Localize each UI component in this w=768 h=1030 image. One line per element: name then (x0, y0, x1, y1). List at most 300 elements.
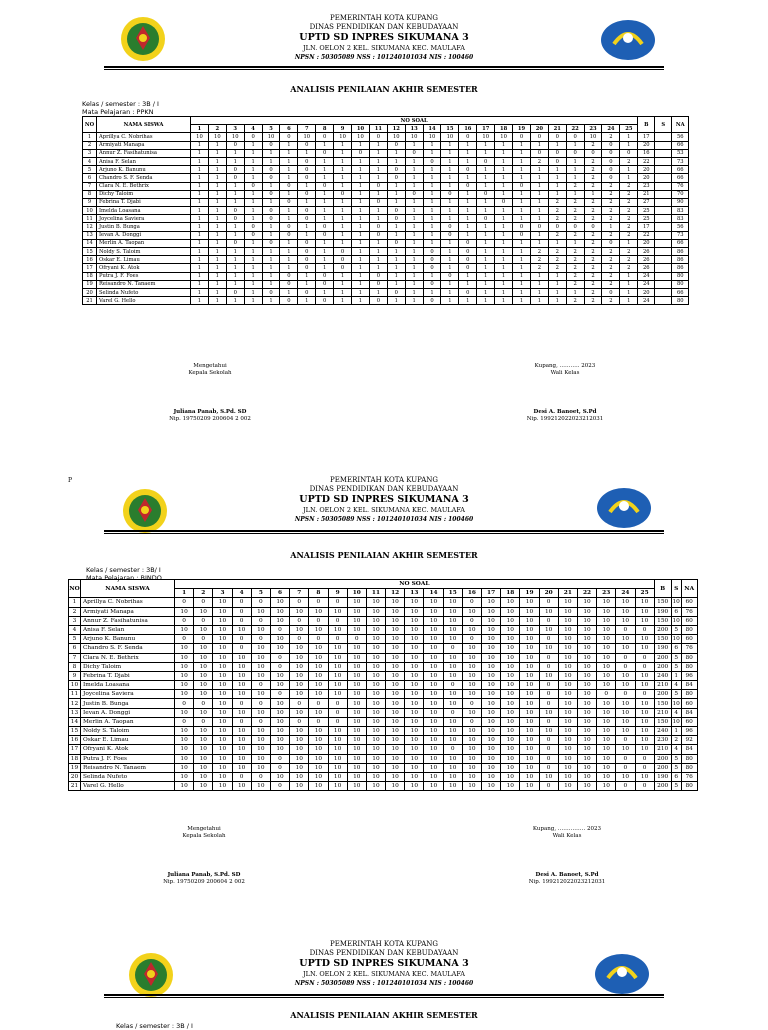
score-cell: 10 (366, 662, 385, 671)
row-number: 20 (83, 288, 97, 296)
score-cell: 1 (495, 288, 513, 296)
score-cell: 0 (309, 635, 328, 644)
row-number: 3 (83, 149, 97, 157)
score-cell: 0 (616, 653, 635, 662)
score-cell: 10 (443, 727, 462, 736)
score-cell: 0 (459, 133, 477, 141)
score-cell: 2 (584, 157, 602, 165)
score-cell: 10 (290, 681, 309, 690)
score-cell: 10 (175, 662, 194, 671)
score-cell: 0 (539, 763, 558, 772)
score-cell: 1 (226, 248, 244, 256)
score-cell: 10 (577, 644, 596, 653)
total-cell: 21 (638, 190, 655, 198)
score-cell: 10 (405, 653, 424, 662)
score-cell: 0 (328, 699, 347, 708)
score-cell: 10 (405, 616, 424, 625)
table-row (69, 708, 698, 717)
score-cell: 1 (387, 248, 405, 256)
na-cell: 56 (672, 133, 689, 141)
total-cell: 6 (671, 607, 681, 616)
score-cell: 10 (501, 681, 520, 690)
score-cell: 10 (597, 745, 616, 754)
score-cell: 2 (548, 248, 566, 256)
score-cell: 1 (513, 166, 531, 174)
score-cell: 1 (459, 149, 477, 157)
score-cell: 1 (548, 141, 566, 149)
header-question-15: 15 (443, 589, 462, 598)
score-cell: 10 (405, 671, 424, 680)
score-cell: 10 (405, 133, 423, 141)
score-cell: 1 (620, 166, 638, 174)
score-cell: 1 (423, 207, 441, 215)
score-cell: 10 (213, 782, 232, 791)
score-cell: 10 (232, 727, 251, 736)
row-number: 8 (83, 190, 97, 198)
score-cell: 1 (441, 256, 459, 264)
total-cell: 230 (654, 736, 671, 745)
score-cell: 0 (530, 223, 548, 231)
score-cell: 10 (462, 727, 481, 736)
score-cell: 10 (539, 708, 558, 717)
score-cell: 10 (443, 598, 462, 607)
score-cell: 1 (495, 207, 513, 215)
score-cell: 10 (405, 772, 424, 781)
score-cell: 10 (482, 717, 501, 726)
score-cell: 10 (577, 635, 596, 644)
score-cell: 10 (501, 635, 520, 644)
score-cell: 1 (369, 166, 387, 174)
score-cell: 0 (244, 231, 262, 239)
row-number: 12 (69, 699, 81, 708)
score-cell: 0 (602, 288, 620, 296)
header-question-17: 17 (482, 589, 501, 598)
score-cell: 10 (462, 708, 481, 717)
score-cell: 0 (459, 166, 477, 174)
score-cell: 1 (226, 280, 244, 288)
teacher-name: Desi A. Banoet, S.Pd (535, 872, 599, 878)
score-cell: 10 (352, 133, 370, 141)
tut-wuri-handayani-icon (594, 952, 650, 996)
score-cell: 1 (226, 149, 244, 157)
header-question-10: 10 (347, 589, 366, 598)
score-cell: 1 (495, 272, 513, 280)
row-number: 13 (83, 231, 97, 239)
score-cell: 1 (477, 174, 495, 182)
class-info (82, 100, 768, 116)
score-cell: 0 (328, 616, 347, 625)
score-cell: 10 (520, 662, 539, 671)
score-cell: 10 (558, 763, 577, 772)
score-cell: 1 (369, 256, 387, 264)
score-cell: 0 (226, 166, 244, 174)
header-question-3: 3 (213, 589, 232, 598)
score-cell: 10 (386, 671, 405, 680)
score-cell: 1 (316, 239, 334, 247)
score-cell: 1 (191, 207, 209, 215)
s-cell (655, 149, 672, 157)
score-cell: 10 (482, 782, 501, 791)
score-cell: 10 (577, 708, 596, 717)
score-cell: 10 (213, 681, 232, 690)
score-cell: 1 (298, 149, 316, 157)
total-cell: 60 (681, 598, 697, 607)
score-cell: 10 (443, 662, 462, 671)
score-cell: 1 (620, 141, 638, 149)
na-cell: 66 (672, 166, 689, 174)
score-cell: 0 (616, 625, 635, 634)
score-cell: 1 (352, 207, 370, 215)
row-number: 15 (83, 248, 97, 256)
score-cell: 10 (270, 745, 289, 754)
score-cell: 0 (459, 256, 477, 264)
score-cell: 10 (405, 763, 424, 772)
score-cell: 0 (443, 681, 462, 690)
score-cell: 10 (270, 671, 289, 680)
score-cell: 1 (244, 264, 262, 272)
score-cell: 1 (405, 248, 423, 256)
score-cell: 1 (191, 215, 209, 223)
score-cell: 10 (597, 772, 616, 781)
score-cell: 1 (298, 223, 316, 231)
letterhead-line1: PEMERINTAH KOTA KUPANG (330, 476, 438, 484)
score-cell: 10 (597, 616, 616, 625)
score-cell: 1 (226, 272, 244, 280)
score-cell: 1 (530, 182, 548, 190)
total-cell: 60 (681, 717, 697, 726)
score-cell: 10 (386, 727, 405, 736)
score-cell: 1 (495, 297, 513, 305)
score-cell: 10 (520, 644, 539, 653)
row-number: 6 (69, 644, 81, 653)
score-cell: 1 (441, 239, 459, 247)
s-cell (655, 231, 672, 239)
score-cell: 10 (347, 699, 366, 708)
score-cell: 10 (424, 708, 443, 717)
score-cell: 0 (423, 280, 441, 288)
score-cell: 0 (328, 708, 347, 717)
score-cell: 0 (477, 157, 495, 165)
score-cell: 0 (566, 149, 584, 157)
score-cell: 1 (387, 182, 405, 190)
row-number: 10 (83, 207, 97, 215)
score-cell: 10 (309, 708, 328, 717)
na-cell: 86 (672, 264, 689, 272)
total-cell: 240 (654, 727, 671, 736)
score-cell: 1 (352, 288, 370, 296)
score-cell: 10 (175, 782, 194, 791)
score-cell: 10 (309, 782, 328, 791)
score-cell: 2 (584, 288, 602, 296)
score-cell: 10 (501, 662, 520, 671)
score-cell: 1 (369, 215, 387, 223)
header-question-25: 25 (620, 125, 638, 133)
principal-name: Juliana Panab, S.Pd. SD (167, 872, 241, 878)
score-cell: 0 (462, 598, 481, 607)
sheet-title: ANALISIS PENILAIAN AKHIR SEMESTER (290, 550, 478, 560)
score-cell: 2 (584, 182, 602, 190)
total-cell: 17 (638, 223, 655, 231)
na-cell: 90 (672, 198, 689, 206)
row-number: 16 (83, 256, 97, 264)
total-cell: 84 (681, 708, 697, 717)
row-number: 14 (83, 239, 97, 247)
score-cell: 1 (208, 149, 226, 157)
row-number: 10 (69, 681, 81, 690)
student-name: Arjuno K. Banunu (81, 635, 175, 644)
score-cell: 1 (226, 256, 244, 264)
score-cell: 1 (548, 182, 566, 190)
score-cell: 10 (232, 681, 251, 690)
header-question-1: 1 (175, 589, 194, 598)
score-cell: 10 (328, 681, 347, 690)
total-cell: 20 (638, 288, 655, 296)
score-cell: 1 (459, 272, 477, 280)
score-cell: 10 (539, 727, 558, 736)
score-cell: 10 (232, 625, 251, 634)
score-cell: 1 (316, 174, 334, 182)
sig-label-principal: Kepala Sekolah (188, 370, 232, 376)
score-cell: 10 (520, 681, 539, 690)
na-cell: 86 (672, 248, 689, 256)
student-name: Annur Z. Fasihatunisa (97, 149, 191, 157)
score-cell: 10 (175, 727, 194, 736)
score-cell: 10 (616, 671, 635, 680)
score-cell: 0 (635, 763, 654, 772)
score-cell: 10 (328, 772, 347, 781)
score-cell: 10 (309, 754, 328, 763)
score-cell: 0 (602, 149, 620, 157)
score-cell: 1 (548, 272, 566, 280)
score-cell: 10 (405, 727, 424, 736)
score-cell: 10 (558, 653, 577, 662)
score-cell: 0 (298, 174, 316, 182)
score-cell: 10 (443, 635, 462, 644)
score-cell: 0 (328, 635, 347, 644)
score-cell: 0 (539, 699, 558, 708)
score-cell: 1 (191, 297, 209, 305)
total-cell: 190 (654, 607, 671, 616)
score-cell: 1 (477, 280, 495, 288)
score-cell: 1 (459, 198, 477, 206)
score-cell: 1 (352, 174, 370, 182)
table-row (69, 662, 698, 671)
score-cell: 0 (298, 190, 316, 198)
table-row (83, 248, 689, 256)
score-cell: 1 (530, 166, 548, 174)
score-cell: 0 (548, 149, 566, 157)
score-cell: 0 (635, 653, 654, 662)
score-cell: 0 (602, 239, 620, 247)
score-cell: 10 (616, 681, 635, 690)
score-cell: 10 (520, 635, 539, 644)
score-cell: 0 (175, 699, 194, 708)
score-cell: 0 (290, 598, 309, 607)
total-cell: 10 (672, 599, 680, 606)
table-row (83, 231, 689, 239)
score-cell: 1 (530, 198, 548, 206)
score-cell: 10 (386, 736, 405, 745)
s-cell (655, 248, 672, 256)
score-cell: 10 (194, 754, 213, 763)
header-question-9: 9 (334, 125, 352, 133)
score-cell: 10 (501, 745, 520, 754)
table-row (69, 717, 698, 726)
score-cell: 10 (482, 644, 501, 653)
row-number: 2 (83, 141, 97, 149)
score-cell: 10 (208, 133, 226, 141)
score-cell: 1 (369, 288, 387, 296)
student-name: Febrina T. Djabi (81, 671, 175, 680)
score-cell: 10 (386, 616, 405, 625)
student-name: Joycelina Saviera (81, 690, 175, 699)
score-cell: 2 (584, 264, 602, 272)
score-cell: 0 (369, 231, 387, 239)
score-cell: 10 (194, 772, 213, 781)
score-cell: 0 (251, 772, 270, 781)
total-cell: 80 (681, 690, 697, 699)
sig-label-teacher: Wali Kelas (550, 370, 580, 376)
score-cell: 0 (262, 141, 280, 149)
score-cell: 1 (352, 239, 370, 247)
score-cell: 2 (584, 239, 602, 247)
report-page-1 (0, 6, 768, 116)
score-cell: 1 (441, 248, 459, 256)
score-cell: 0 (513, 133, 531, 141)
header-question-25: 25 (635, 589, 654, 598)
score-cell: 10 (635, 699, 654, 708)
score-cell: 10 (482, 625, 501, 634)
row-number: 6 (83, 174, 97, 182)
header-question-4: 4 (232, 589, 251, 598)
score-cell: 2 (602, 264, 620, 272)
header-question-5: 5 (262, 125, 280, 133)
na-cell: 80 (672, 297, 689, 305)
score-cell: 0 (262, 215, 280, 223)
score-cell: 1 (226, 231, 244, 239)
score-cell: 0 (175, 616, 194, 625)
score-cell: 0 (539, 754, 558, 763)
score-cell: 1 (459, 297, 477, 305)
score-cell: 10 (424, 598, 443, 607)
score-cell: 0 (226, 207, 244, 215)
score-cell: 10 (443, 616, 462, 625)
score-cell: 1 (244, 198, 262, 206)
total-cell: 10 (672, 617, 680, 624)
score-cell: 0 (194, 717, 213, 726)
score-cell: 10 (366, 607, 385, 616)
score-cell: 10 (577, 754, 596, 763)
score-cell: 0 (620, 149, 638, 157)
score-cell: 10 (424, 662, 443, 671)
score-cell: 10 (443, 671, 462, 680)
header-name: NAMA SISWA (97, 117, 191, 133)
header-no: NO (83, 117, 97, 133)
score-cell: 10 (462, 736, 481, 745)
score-cell: 2 (620, 223, 638, 231)
score-cell: 0 (387, 207, 405, 215)
score-cell: 10 (597, 782, 616, 791)
score-cell: 2 (584, 256, 602, 264)
score-cell: 0 (616, 763, 635, 772)
score-cell: 1 (405, 141, 423, 149)
score-cell: 1 (369, 190, 387, 198)
score-cell: 0 (459, 288, 477, 296)
score-cell: 10 (251, 754, 270, 763)
score-cell: 10 (635, 598, 654, 607)
score-cell: 10 (347, 616, 366, 625)
score-cell: 10 (462, 782, 481, 791)
score-cell: 10 (520, 782, 539, 791)
score-cell: 10 (558, 635, 577, 644)
score-cell: 10 (424, 782, 443, 791)
score-cell: 1 (495, 149, 513, 157)
score-cell: 1 (208, 190, 226, 198)
score-cell: 1 (477, 231, 495, 239)
score-cell: 0 (270, 754, 289, 763)
score-cell: 1 (513, 141, 531, 149)
student-name: Imelda Loasana (97, 207, 191, 215)
s-cell (655, 190, 672, 198)
table-row (83, 166, 689, 174)
score-cell: 10 (213, 662, 232, 671)
score-cell: 1 (208, 223, 226, 231)
student-name: Oskar E. Limau (97, 256, 191, 264)
score-cell: 0 (539, 598, 558, 607)
score-cell: 10 (597, 653, 616, 662)
score-cell: 1 (280, 207, 298, 215)
score-cell: 1 (620, 288, 638, 296)
total-cell: 210 (654, 681, 671, 690)
score-cell: 0 (251, 717, 270, 726)
score-cell: 1 (244, 256, 262, 264)
score-cell: 10 (194, 607, 213, 616)
header-question-12: 12 (386, 589, 405, 598)
table-row (69, 635, 698, 644)
score-cell: 10 (501, 699, 520, 708)
total-cell: 4 (671, 745, 681, 754)
s-cell (655, 280, 672, 288)
score-cell: 0 (616, 782, 635, 791)
total-cell: 76 (681, 607, 697, 616)
score-cell: 2 (602, 248, 620, 256)
score-cell: 0 (298, 207, 316, 215)
total-cell: 150 (654, 717, 671, 726)
score-cell: 0 (316, 149, 334, 157)
score-cell: 10 (232, 754, 251, 763)
score-cell: 1 (620, 133, 638, 141)
score-cell: 1 (352, 190, 370, 198)
score-cell: 10 (347, 736, 366, 745)
score-cell: 10 (424, 772, 443, 781)
score-cell: 1 (477, 248, 495, 256)
score-cell: 1 (423, 288, 441, 296)
score-cell: 10 (251, 782, 270, 791)
score-cell: 10 (462, 607, 481, 616)
score-cell: 2 (548, 215, 566, 223)
score-cell: 10 (328, 607, 347, 616)
score-cell: 1 (495, 256, 513, 264)
score-cell: 10 (194, 644, 213, 653)
score-cell: 10 (366, 782, 385, 791)
score-cell: 0 (387, 239, 405, 247)
header-s: S (655, 117, 672, 133)
total-cell: 17 (638, 133, 655, 141)
header-name: NAMA SISWA (81, 580, 175, 598)
score-cell: 1 (298, 182, 316, 190)
score-cell: 10 (232, 662, 251, 671)
score-cell: 10 (175, 736, 194, 745)
